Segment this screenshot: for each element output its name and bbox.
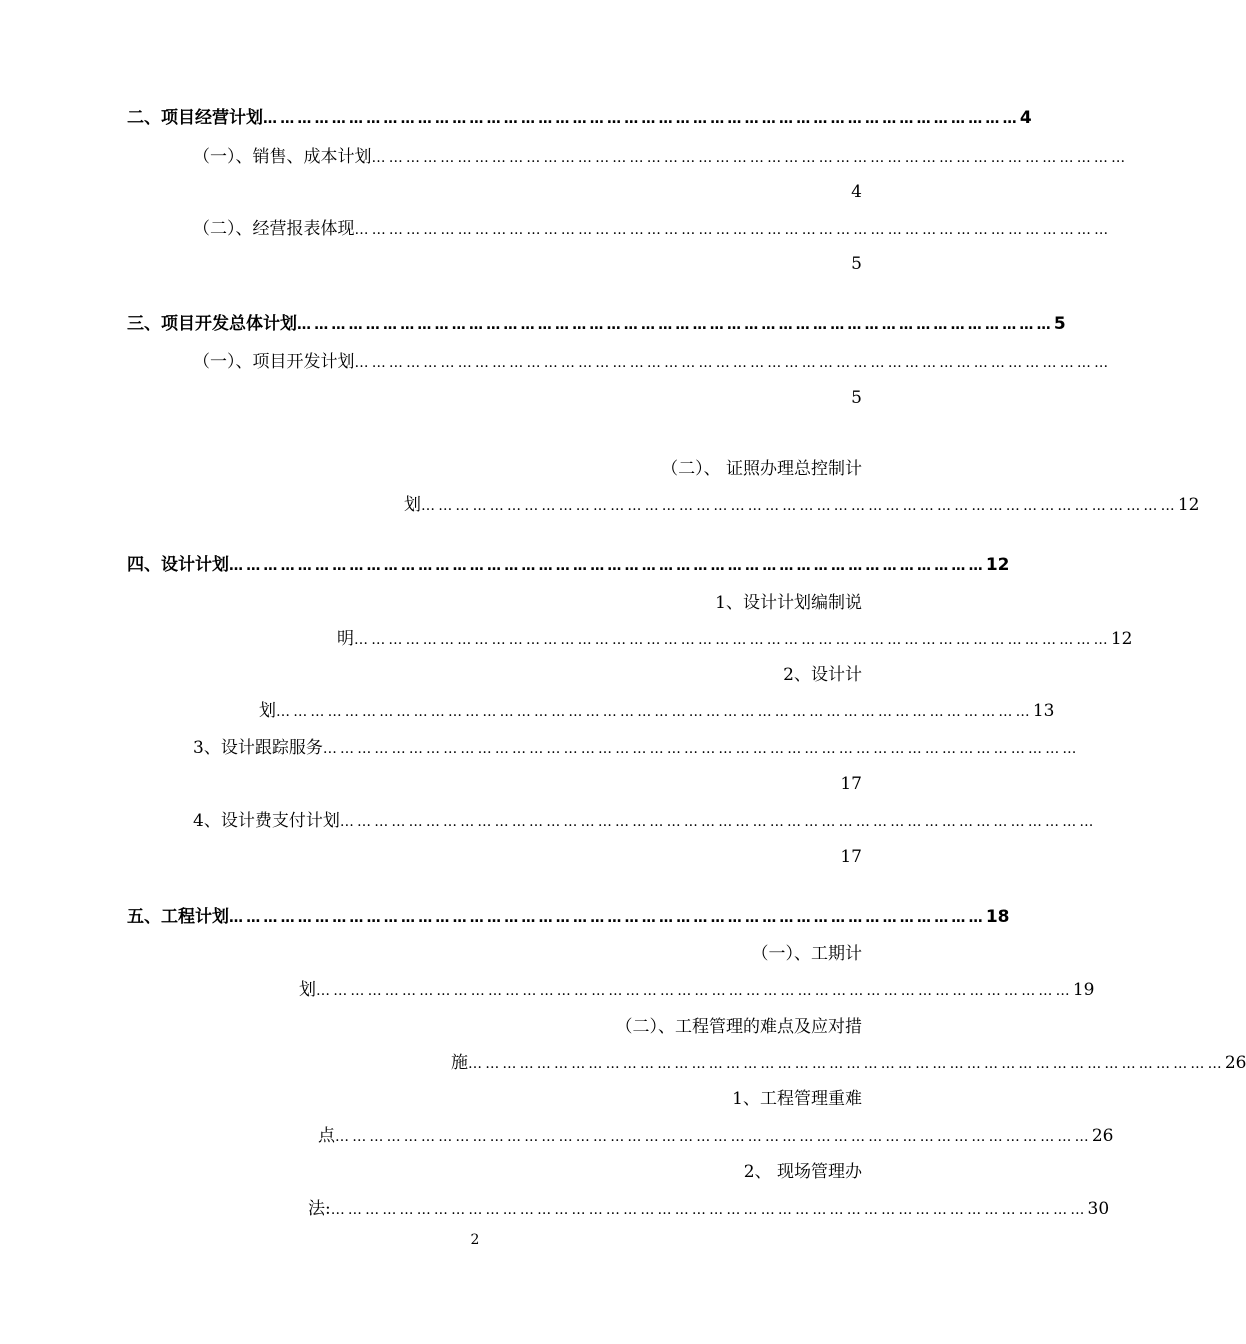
toc-title: 工程计划 <box>161 907 229 927</box>
toc-entry-s4-1-title: 1、设计计划编制说 <box>715 593 862 613</box>
toc-entry-s5-1 <box>299 978 1095 1002</box>
toc-entry-s5-2-1 <box>318 1124 1114 1148</box>
toc-number: （一）、 <box>193 147 253 167</box>
toc-number: 三、 <box>127 314 161 334</box>
toc-title: 设计计划 <box>161 555 229 575</box>
toc-title: 划 <box>404 495 421 515</box>
toc-title: 划 <box>259 701 276 721</box>
toc-page: 26 <box>1224 1053 1246 1073</box>
toc-leader: …………………………………………………………………………………………………………………… <box>229 558 986 574</box>
toc-entry-s4-1 <box>337 627 1133 651</box>
toc-page: 12 <box>1110 629 1133 649</box>
toc-page: 17 <box>840 847 862 867</box>
toc-number: 五、 <box>127 907 161 927</box>
toc-title: 划 <box>299 980 316 1000</box>
toc-leader: …………………………………………………………………………………………………………………… <box>339 814 1097 830</box>
toc-number: （二）、 <box>193 219 253 239</box>
toc-leader: …………………………………………………………………………………………………………………… <box>330 1202 1088 1218</box>
toc-number: 二、 <box>127 108 161 128</box>
page-number: 2 <box>470 1232 480 1248</box>
toc-entry-s4-3 <box>193 736 1080 760</box>
toc-entry-s5-2-2 <box>308 1197 1110 1221</box>
toc-title: 点 <box>318 1126 335 1146</box>
toc-title: 施 <box>451 1053 468 1073</box>
toc-leader: …………………………………………………………………………………………………………………… <box>468 1056 1225 1072</box>
toc-entry-s3-2 <box>404 493 1200 517</box>
toc-title: 项目开发计划 <box>252 352 355 372</box>
toc-page: 18 <box>985 907 1010 927</box>
toc-entry-s5 <box>127 905 1010 929</box>
toc-entry-s2-2 <box>193 217 1112 241</box>
toc-leader: …………………………………………………………………………………………………………………… <box>276 704 1033 720</box>
toc-title: 法: <box>308 1199 331 1219</box>
toc-entry-s3-2-title: （二）、 证照办理总控制计 <box>661 459 862 479</box>
toc-leader: …………………………………………………………………………………………………………………… <box>263 111 1020 127</box>
toc-title: 经营报表体现 <box>252 219 355 239</box>
toc-leader: …………………………………………………………………………………………………………………… <box>229 910 986 926</box>
toc-entry-s2 <box>127 106 1032 130</box>
toc-leader: …………………………………………………………………………………………………………………… <box>354 632 1111 648</box>
toc-page: 13 <box>1032 701 1055 721</box>
toc-leader: …………………………………………………………………………………………………………………… <box>371 150 1129 166</box>
toc-page: 5 <box>851 388 862 408</box>
toc-leader: …………………………………………………………………………………………………………………… <box>354 355 1112 371</box>
toc-entry-s3 <box>127 312 1066 336</box>
toc-entry-s5-2-1-title: 1、工程管理重难 <box>732 1089 862 1109</box>
toc-entry-s5-2 <box>451 1051 1246 1075</box>
toc-leader: …………………………………………………………………………………………………………………… <box>322 741 1080 757</box>
toc-entry-s4-2 <box>259 699 1055 723</box>
toc-title: 销售、成本计划 <box>252 147 372 167</box>
toc-entry-s5-1-title: （一）、工期计 <box>751 944 862 964</box>
toc-entry-s5-2-2-title: 2、 现场管理办 <box>743 1162 862 1182</box>
toc-page: 12 <box>1177 495 1200 515</box>
toc-leader: …………………………………………………………………………………………………………………… <box>297 317 1054 333</box>
toc-page: 4 <box>1019 108 1032 128</box>
toc-page: 30 <box>1087 1199 1110 1219</box>
toc-page: 5 <box>1053 314 1066 334</box>
toc-leader: …………………………………………………………………………………………………………………… <box>354 222 1112 238</box>
toc-page: 19 <box>1072 980 1095 1000</box>
toc-entry-s4 <box>127 553 1010 577</box>
toc-entry-s3-1 <box>193 350 1112 374</box>
toc-entry-s4-4 <box>193 809 1097 833</box>
toc-page: 4 <box>851 182 862 202</box>
toc-title: 项目开发总体计划 <box>161 314 297 334</box>
toc-entry-s2-1 <box>193 145 1129 169</box>
toc-entry-s4-2-title: 2、设计计 <box>783 665 862 685</box>
toc-number: （一）、 <box>193 352 253 372</box>
toc-title: 3、设计跟踪服务 <box>193 738 323 758</box>
toc-page: 17 <box>840 774 862 794</box>
toc-entry-s5-2-title: （二）、工程管理的难点及应对措 <box>615 1017 862 1037</box>
toc-page: 5 <box>851 254 862 274</box>
toc-page: 26 <box>1091 1126 1114 1146</box>
toc-title: 明 <box>337 629 354 649</box>
toc-title: 4、设计费支付计划 <box>193 811 340 831</box>
toc-title: 项目经营计划 <box>161 108 263 128</box>
toc-leader: …………………………………………………………………………………………………………………… <box>316 983 1073 999</box>
toc-leader: …………………………………………………………………………………………………………………… <box>335 1129 1092 1145</box>
toc-number: 四、 <box>127 555 161 575</box>
toc-leader: …………………………………………………………………………………………………………………… <box>421 498 1178 514</box>
toc-page: 12 <box>985 555 1010 575</box>
